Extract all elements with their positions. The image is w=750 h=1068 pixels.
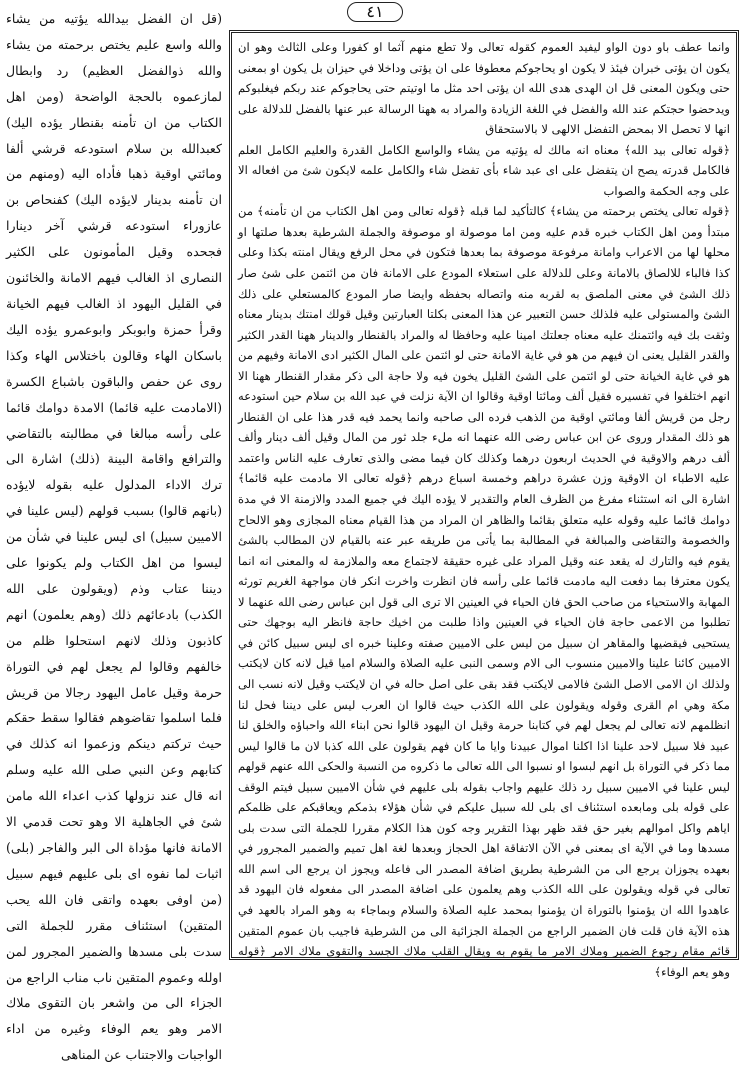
main-text-frame bbox=[229, 30, 739, 979]
main-text bbox=[238, 37, 731, 979]
main-paragraph: وانما عطف باو دون الواو ليفيد العموم كقوله تعالى ولا تطع منهم آثما او كفورا وعلى الثالث وهو ان يكون ان يؤتى خبران فيئذ لا يكون او يحاجوكم معطوفا على ان يؤتى وداخلا في حيزان بل يكون او بمعنى حتى ويكون المعنى قل ان الهدى هدى الله ان يؤتى احد مثل ما اوتيتم حتى يحاجوكم عند ربكم فيغلبوكم ويدحضوا حجتكم عند الله والفضل في اللغة الزيادة والمراد به ههنا الرسالة عبر عنها بالفضل للدلالة على انها لا تحصل الا بمحض التفضل الالهى لا بالاستحقاق bbox=[238, 40, 730, 137]
margin-paragraph: (قل ان الفضل بيدالله يؤتيه من يشاء والله واسع عليم يختص برحمته من يشاء والله ذوالفضل العظيم) رد وابطال لمازعموه بالحجة الواضحة (ومن اهل الكتاب من ان تأمنه بقنطار يؤده اليك) كعبدالله بن سلام استودعه قرشي ألفا ومائتي اوقية ذهبا فأداه اليه (ومنهم من ان تأمنه بدينار لايؤده اليك) كفنحاص بن عازوراء استودعه قرشي آخر دينارا فجحده وقيل المأمونون على الكثير النصارى اذ الغالب فيهم الامانة والخائنون في القليل اليهود اذ الغالب فيهم الخيانة وقرأ حمزة وابوبكر وابوعمرو يؤده اليك باسكان الهاء وقالون باختلاس الهاء وكذا روى عن حفص والباقون باشباع الكسرة (الامادمت عليه قائما) الامدة دوامك قائما على رأسه مبالغا في مطالبته بالتقاضي والترافع واقامة البينة (ذلك) اشارة الى ترك الاداء المدلول عليه بقوله لايؤده (بانهم قالوا) بسبب قولهم (ليس علينا في الاميين سبيل) اى ليس علينا في شأن من ليسوا من اهل الكتاب ولم يكونوا على ديننا عتاب وذم (ويقولون على الله الكذب) بادعائهم ذلك (وهم يعلمون) انهم كاذبون وذلك لانهم استحلوا ظلم من خالفهم وقالوا لم يجعل لهم في التوراة حرمة وقيل عامل اليهود رجالا من قريش فلما اسلموا تقاضوهم فقالوا سقط حقكم حيث تركتم دينكم وزعموا انه كذلك في كتابهم وعن النبي صلى الله عليه وسلم انه قال عند نزولها كذب اعداء الله مامن شئ في الجاهلية الا وهو تحت قدمي الا الامانة فانها مؤداة الى البر والفاجر (بلى) اثبات لما نفوه اى بلى عليهم فيهم سبيل (من اوفى بعهده واتقى فان الله يحب المتقين) استئناف مقرر للجملة التى سدت بلى مسدها والضمير المجرور لمن اولله وعموم المتقين ناب مناب الراجع من الجزاء الى من واشعر بان التقوى ملاك الامر وهو يعم الوفاء وغيره من اداء الواجبات والاجتناب عن المناهى bbox=[6, 11, 222, 1063]
page-number: ٤١ bbox=[347, 2, 402, 22]
main-paragraph: ﴿قوله تعالى يختص برحمته من يشاء﴾ كالتأكيد لما قبله ﴿قوله تعالى ومن اهل الكتاب من ان تأمنه﴾ من مبتدأ ومن اهل الكتاب خبره قدم عليه ومن اما موصولة او موصوفة والجملة الشرطية بعدها صلتها او محلها لها من الاعراب وامانة مرفوعة موصوفة بما بعدها فتكون في محل الرفع ويقال امنته بكذا وعلى كذا فالباء للالصاق بالامانة وعلى للدلالة على استعلاء المودع على الامانة فان من ائتمن على شئ صار ذلك الشئ في معنى الملصق به لقربه منه واتصاله بحفظه وايضا صار المودع كالمستعلي على ذلك الشئ والمستولى عليه فلذلك حسن التعبير عن هذا المعنى بكلتا العبارتين وقيل قولك امنتك بدينار معناه وثقت بك فيه وائتمنك عليه معناه جعلتك امينا عليه وحافظا له والمراد بالقنطار والدينار ههنا القدر الكثير والقدر القليل يعنى ان فيهم من هو في غاية الامانة حتى لو ائتمن على المال الكثير ادى الامانة وفيهم من هو في غاية الخيانة حتى لو ائتمن على الشئ القليل يخون فيه ولا حاجة الى ذكر مقدار القنطار ههنا الا انهم اختلفوا في تفسيره فقيل ألف ومائتا اوقية وقالوا ان الآية نزلت في عبد الله بن سلام حين استودعه رجل من قريش ألفا ومائتي اوقية من الذهب فرده الى صاحبه وانما يحمد فيه قدر هذا على ان القنطار هو ذلك المقدار وروى عن ابن عباس رضى الله عنهما انه ملء جلد ثور من المال وقيل ألف دينار وألف ألف درهم والاوقية في الحديث اربعون درهما وكذلك كان فيما مضى والذى تعارف عليه الناس واعتمد عليه الاطباء ان الاوقية وزن عشرة دراهم وخمسة اسباع درهم ﴿قوله تعالى الا مادمت عليه قائما﴾ اشارة الى انه استثناء مفرغ من الظرف العام والتقدير لا يؤده اليك في جميع المدد والازمنة الا في مدة دوامك قائما عليه وقوله عليه متعلق بقائما والظاهر ان المراد من هذا القيام معناه المجازى وهو الالحاح والخصومة والتقاضى والمبالغة في المطالبة بما يأتى من طريقه عبر عنه بالقيام لان المطالب بالشئ يقوم فيه والتارك له يقعد عنه وقيل المراد على غيره حقيقة لاجتماع معه والملازمة له والمعنى انه انما يكون معترفا بما دفعت اليه مادمت قائما على رأسه فان انظرت واخرت انكر فان مواجهة الغريم تورثه المهابة والاستحياء من صاحب الحق فان الحياء في العينين الا ترى الى قول ابن عباس رضى الله عنهما لا تطلبوا من الاعمى حاجة فان الحياء في العينين واذا طلبت من اخيك حاجة فانظر اليه بوجهك حتى يستحيى فيقضيها والمقاهر ان سبيل من ليس على الاميين صفته وعلينا خبره اى ليس سبيل كائن في الاميين كائنا علينا والاميين منسوب الى الام وسمى النبى عليه الصلاة والسلام اميا قيل لانه كان لايكتب ولذلك ان الامى الاصل الشئ فالامى لايكتب فقد بقى على اصل حاله في ان لايكتب وقيل لانه نسب الى مكة وهي ام القرى وقوله ويقولون على الله الكذب حيث قالوا ان العرب ليس على ديننا فحل لنا انظلمهم لانه تعالى لم يجعل لهم في كتابنا حرمة وقيل ان اليهود قالوا نحن ابناء الله واحباؤه والخلق لنا عبيد فلا سبيل لاحد علينا اذا اكلنا اموال عبيدنا وايا ما كان فهم يقولون على الله كذبا لان ما قالوا ليس مما ذكر في التوراة بل انهم لبسوا او نسبوا الى الله تعالى ما ذكروه من النسبة والحكى الله عنهم قولهم ليس علينا في الاميين سبيل رد ذلك عليهم واجاب بقوله بلى عليهم في شأن الاميين سبيل فيتم الوقف على قوله بلى ومابعده استئناف اى بلى لله سبيل عليكم في شأن هؤلاء بذمكم ويعاقبكم على ظلمكم اياهم واكل اموالهم بغير حق فقد ظهر بهذا التقرير وجه كون هذا الكلام مقررا للجملة التى سدت بلى مسدها وما في الآية اى بمعنى في الآن الاتفاقة اهل الحجاز وبعدها لغة اهل تميم والضمير المجرور في بعهده يجوزان يرجع الى من الشرطية بطريق اضافة المصدر الى فاعله ويجوز ان يرجع الى اسم الله تعالى في قوله ويقولون على الله الكذب وهم يعلمون على اضافة المصدر الى مفعوله فان اليهود قد عاهدوا الله ان يؤمنوا بالتوراة ان يؤمنوا بمحمد عليه الصلاة والسلام وبماجاء به وهو المراد بالعهد في هذه الآية فان قلت فان الضمير الراجع من الجملة الجزائية الى من الشرطية فاجيب بان عموم المتقين قائم مقام رجوع الضمير وملاك الامر ما يقوم به ويقال القلب ملاك الجسد والتقوى ملاك الامر ﴿قوله وهو يعم الوفاء﴾ bbox=[238, 204, 731, 979]
main-paragraph: ﴿قوله تعالى بيد الله﴾ معناه انه مالك له يؤتيه من يشاء والواسع الكامل القدرة والعليم الكامل العلم فالكامل قدرته يصح ان يتفضل على اى عبد شاء بأى تفضل شاء والكامل علمه لايكون شئ من افعاله الا على وجه الحكمة والصواب bbox=[238, 142, 730, 198]
page-header bbox=[240, 0, 510, 24]
margin-commentary bbox=[6, 6, 222, 1063]
